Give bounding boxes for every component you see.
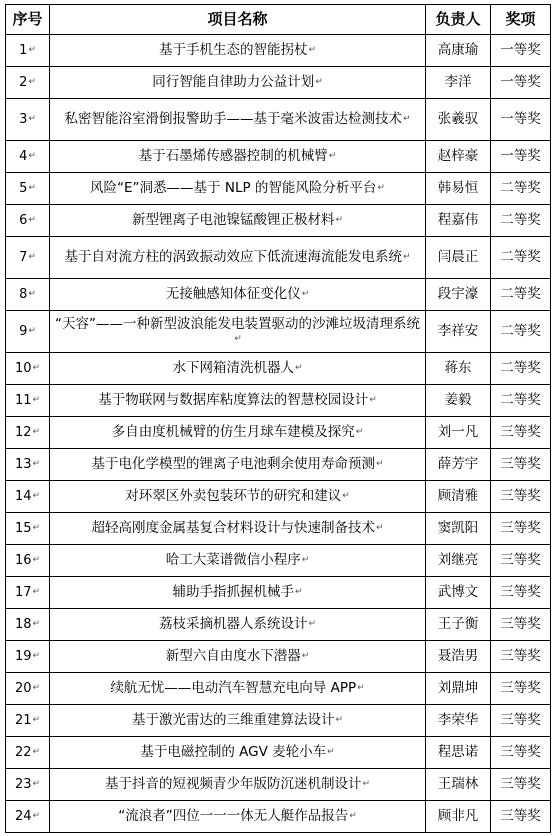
award-cell-text: 三等奖 <box>500 648 541 664</box>
owner-cell <box>426 801 491 833</box>
num-cell <box>6 417 50 449</box>
header-owner: 负责人 <box>426 5 491 35</box>
paragraph-mark: ↵ <box>402 252 411 262</box>
paragraph-mark: ↵ <box>32 619 41 629</box>
paragraph-mark: ↵ <box>301 289 310 299</box>
award-cell-text: 一等奖 <box>500 148 541 164</box>
award-cell <box>491 35 551 67</box>
project-name-cell <box>50 609 426 641</box>
owner-cell <box>426 481 491 513</box>
table-row <box>6 673 551 705</box>
award-cell <box>491 279 551 311</box>
table-row <box>6 205 551 237</box>
owner-cell-text: 王瑞林 <box>437 776 479 792</box>
owner-cell <box>426 279 491 311</box>
owner-cell <box>426 67 491 99</box>
num-cell <box>6 449 50 481</box>
owner-cell <box>426 545 491 577</box>
num-cell-text: 1 <box>19 43 28 58</box>
paragraph-mark: ↵ <box>375 459 384 469</box>
owner-cell <box>426 673 491 705</box>
paragraph-mark: ↵ <box>32 683 41 693</box>
table-row <box>6 545 551 577</box>
num-cell <box>6 801 50 833</box>
project-name-cell-text: 基于电化学模型的锂离子电池剩余使用寿命预测 <box>91 456 375 472</box>
award-cell <box>491 173 551 205</box>
award-cell <box>491 205 551 237</box>
project-name-cell-text: 基于自对流方柱的涡致振动效应下低流速海流能发电系统 <box>64 249 402 265</box>
owner-cell <box>426 173 491 205</box>
num-cell <box>6 35 50 67</box>
paragraph-mark: ↵ <box>32 459 41 469</box>
paragraph-mark: ↵ <box>357 683 365 693</box>
num-cell-text: 6 <box>19 213 28 228</box>
award-cell-text: 三等奖 <box>500 520 541 536</box>
num-cell-text: 11 <box>14 393 32 408</box>
paragraph-mark: ↵ <box>335 715 344 725</box>
project-name-cell <box>50 737 426 769</box>
owner-cell-text: 聂浩男 <box>437 648 479 664</box>
num-cell-text: 15 <box>14 521 32 536</box>
award-cell-text: 一等奖 <box>500 42 541 58</box>
award-cell <box>491 385 551 417</box>
table-row <box>6 99 551 141</box>
table-row <box>6 481 551 513</box>
project-name-cell <box>50 481 426 513</box>
paragraph-mark: ↵ <box>294 587 303 597</box>
owner-cell-text: 李荣华 <box>437 712 479 728</box>
owner-cell <box>426 385 491 417</box>
owner-cell <box>426 513 491 545</box>
paragraph-mark: ↵ <box>28 151 36 161</box>
paragraph-mark: ↵ <box>377 183 385 193</box>
paragraph-mark: ↵ <box>355 427 364 437</box>
award-cell-text: 三等奖 <box>500 712 541 728</box>
num-cell-text: 10 <box>14 361 32 376</box>
award-cell <box>491 417 551 449</box>
project-name-cell <box>50 35 426 67</box>
paragraph-mark: ↵ <box>28 183 36 193</box>
award-cell-text: 二等奖 <box>500 360 541 376</box>
header-name: 项目名称 <box>50 5 426 35</box>
paragraph-mark: ↵ <box>369 395 377 405</box>
project-name-cell <box>50 705 426 737</box>
num-cell <box>6 67 50 99</box>
award-cell <box>491 737 551 769</box>
project-name-cell <box>50 205 426 237</box>
award-cell <box>491 99 551 141</box>
num-cell-text: 7 <box>19 250 28 265</box>
award-cell-text: 二等奖 <box>500 286 541 302</box>
paragraph-mark: ↵ <box>335 215 344 225</box>
paragraph-mark: ↵ <box>301 555 310 565</box>
owner-cell-text: 王子衡 <box>437 616 479 632</box>
num-cell <box>6 385 50 417</box>
project-name-cell-text: 对环翠区外卖包装环节的研究和建议 <box>125 488 342 504</box>
paragraph-mark: ↵ <box>234 333 242 344</box>
owner-cell-text: 赵梓豪 <box>437 148 479 164</box>
table-row <box>6 609 551 641</box>
project-name-cell <box>50 801 426 833</box>
paragraph-mark: ↵ <box>32 363 41 373</box>
num-cell <box>6 173 50 205</box>
project-name-cell-text: 私密智能浴室滑倒报警助手——基于毫米波雷达检测技术 <box>64 111 402 127</box>
num-cell-text: 3 <box>19 112 28 127</box>
paragraph-mark: ↵ <box>375 523 384 533</box>
owner-cell-text: 蒋东 <box>444 360 472 376</box>
num-cell <box>6 545 50 577</box>
table-row <box>6 801 551 833</box>
num-cell <box>6 609 50 641</box>
project-name-cell-text: 新型六自由度水下潜器 <box>165 648 301 664</box>
table-row <box>6 237 551 279</box>
owner-cell-text: 刘继亮 <box>437 552 479 568</box>
owner-cell-text: 薛芳宇 <box>437 456 479 472</box>
num-cell-text: 12 <box>14 425 32 440</box>
paragraph-mark: ↵ <box>315 77 323 87</box>
owner-cell <box>426 141 491 173</box>
num-cell-text: 20 <box>14 681 32 696</box>
award-cell <box>491 513 551 545</box>
award-cell-text: 三等奖 <box>500 808 541 824</box>
paragraph-mark: ↵ <box>32 587 41 597</box>
owner-cell <box>426 311 491 353</box>
award-cell <box>491 801 551 833</box>
table-row <box>6 67 551 99</box>
num-cell-text: 18 <box>14 617 32 632</box>
project-name-cell <box>50 449 426 481</box>
owner-cell <box>426 99 491 141</box>
owner-cell <box>426 641 491 673</box>
award-cell-text: 三等奖 <box>500 488 541 504</box>
paragraph-mark: ↵ <box>308 45 317 55</box>
table-row <box>6 513 551 545</box>
paragraph-mark: ↵ <box>28 326 36 336</box>
num-cell <box>6 769 50 801</box>
award-cell-text: 三等奖 <box>500 744 541 760</box>
award-cell <box>491 353 551 385</box>
num-cell-text: 9 <box>19 324 28 339</box>
table-row <box>6 385 551 417</box>
project-name-cell-text: 基于手机生态的智能拐杖 <box>158 42 308 58</box>
num-cell-text: 24 <box>14 809 32 824</box>
paragraph-mark: ↵ <box>28 215 36 225</box>
owner-cell <box>426 705 491 737</box>
num-cell <box>6 641 50 673</box>
owner-cell-text: 武博文 <box>437 584 479 600</box>
owner-cell-text: 程思诺 <box>437 744 479 760</box>
award-cell-text: 三等奖 <box>500 680 541 696</box>
project-name-cell-text: “天容”——一种新型波浪能发电装置驱动的沙滩垃圾清理系统 <box>55 315 420 332</box>
award-cell <box>491 545 551 577</box>
paragraph-mark: ↵ <box>402 114 411 124</box>
project-name-cell <box>50 99 426 141</box>
paragraph-mark: ↵ <box>328 151 337 161</box>
num-cell-text: 19 <box>14 649 32 664</box>
num-cell-text: 8 <box>19 287 28 302</box>
award-cell-text: 三等奖 <box>500 616 541 632</box>
award-cell <box>491 769 551 801</box>
table-row <box>6 173 551 205</box>
owner-cell <box>426 769 491 801</box>
header-num: 序号 <box>6 5 50 35</box>
project-name-cell <box>50 577 426 609</box>
project-name-cell-text: 多自由度机械臂的仿生月球车建模及探究 <box>111 424 355 440</box>
owner-cell-text: 李祥安 <box>437 323 479 339</box>
project-name-cell <box>50 673 426 705</box>
project-name-cell-text: 基于电磁控制的 AGV 麦轮小车 <box>140 744 327 760</box>
num-cell-text: 22 <box>14 745 32 760</box>
project-name-cell-text: 水下网箱清洗机器人 <box>172 360 294 376</box>
table-row <box>6 353 551 385</box>
num-cell <box>6 279 50 311</box>
num-cell <box>6 237 50 279</box>
award-cell <box>491 705 551 737</box>
paragraph-mark: ↵ <box>362 779 371 789</box>
paragraph-mark: ↵ <box>349 811 357 821</box>
owner-cell <box>426 449 491 481</box>
owner-cell-text: 顾清雅 <box>437 488 479 504</box>
paragraph-mark: ↵ <box>32 779 41 789</box>
owner-cell <box>426 35 491 67</box>
owner-cell <box>426 417 491 449</box>
award-cell-text: 二等奖 <box>500 392 541 408</box>
paragraph-mark: ↵ <box>32 715 41 725</box>
project-name-cell-text: 风险“E”洞悉——基于 NLP 的智能风险分析平台 <box>90 180 377 196</box>
num-cell <box>6 311 50 353</box>
paragraph-mark: ↵ <box>342 491 350 501</box>
project-name-cell-text: “流浪者”四位一一一体无人艇作品报告 <box>118 808 349 824</box>
project-name-cell-text: 无接触感知体征变化仪 <box>165 286 301 302</box>
paragraph-mark: ↵ <box>28 114 36 124</box>
table-row <box>6 35 551 67</box>
award-cell-text: 一等奖 <box>500 74 541 90</box>
header-award: 奖项 <box>491 5 551 35</box>
paragraph-mark: ↵ <box>32 555 41 565</box>
num-cell <box>6 141 50 173</box>
award-cell-text: 三等奖 <box>500 776 541 792</box>
num-cell-text: 16 <box>14 553 32 568</box>
num-cell-text: 23 <box>14 777 32 792</box>
project-name-cell <box>50 641 426 673</box>
paragraph-mark: ↵ <box>308 619 317 629</box>
award-cell-text: 二等奖 <box>500 249 541 265</box>
paragraph-mark: ↵ <box>32 811 41 821</box>
num-cell-text: 2 <box>19 75 28 90</box>
owner-cell-text: 程嘉伟 <box>437 212 479 228</box>
project-name-cell <box>50 279 426 311</box>
table-row <box>6 769 551 801</box>
award-cell-text: 三等奖 <box>500 456 541 472</box>
num-cell <box>6 205 50 237</box>
paragraph-mark: ↵ <box>32 395 41 405</box>
paragraph-mark: ↵ <box>28 252 36 262</box>
paragraph-mark: ↵ <box>294 363 303 373</box>
awards-table <box>5 4 551 833</box>
project-name-cell-text: 哈工大菜谱微信小程序 <box>165 552 301 568</box>
owner-cell-text: 顾非凡 <box>437 808 479 824</box>
table-row <box>6 279 551 311</box>
table-row <box>6 705 551 737</box>
project-name-cell <box>50 353 426 385</box>
project-name-cell <box>50 417 426 449</box>
project-name-cell <box>50 173 426 205</box>
paragraph-mark: ↵ <box>32 491 41 501</box>
award-cell <box>491 311 551 353</box>
paragraph-mark: ↵ <box>32 651 41 661</box>
table-row <box>6 141 551 173</box>
num-cell-text: 14 <box>14 489 32 504</box>
award-cell-text: 一等奖 <box>500 111 541 127</box>
award-cell-text: 二等奖 <box>500 212 541 228</box>
table-row <box>6 311 551 353</box>
header-row <box>6 5 551 35</box>
owner-cell-text: 窦凯阳 <box>437 520 479 536</box>
table-row <box>6 417 551 449</box>
owner-cell <box>426 353 491 385</box>
num-cell-text: 17 <box>14 585 32 600</box>
num-cell <box>6 513 50 545</box>
owner-cell-text: 刘鼎坤 <box>437 680 479 696</box>
award-cell <box>491 141 551 173</box>
project-name-cell <box>50 513 426 545</box>
paragraph-mark: ↵ <box>301 651 310 661</box>
project-name-cell-text: 基于激光雷达的三维重建算法设计 <box>131 712 335 728</box>
num-cell <box>6 481 50 513</box>
table-row <box>6 641 551 673</box>
project-name-cell-text: 荔枝采摘机器人系统设计 <box>158 616 308 632</box>
award-cell <box>491 641 551 673</box>
num-cell-text: 5 <box>19 181 28 196</box>
award-cell <box>491 449 551 481</box>
owner-cell-text: 张羲驭 <box>437 111 479 127</box>
num-cell <box>6 737 50 769</box>
award-cell-text: 三等奖 <box>500 552 541 568</box>
num-cell-text: 13 <box>14 457 32 472</box>
project-name-cell <box>50 141 426 173</box>
award-cell <box>491 609 551 641</box>
award-cell <box>491 237 551 279</box>
project-name-cell-text: 新型锂离子电池镍锰酸锂正极材料 <box>131 212 335 228</box>
num-cell <box>6 673 50 705</box>
project-name-cell-text: 同行智能自律助力公益计划 <box>152 74 315 90</box>
table-row <box>6 737 551 769</box>
num-cell-text: 21 <box>14 713 32 728</box>
award-cell <box>491 481 551 513</box>
paragraph-mark: ↵ <box>28 289 36 299</box>
num-cell-text: 4 <box>19 149 28 164</box>
owner-cell-text: 高康瑜 <box>437 42 479 58</box>
project-name-cell <box>50 385 426 417</box>
project-name-cell-text: 基于物联网与数据库粘度算法的智慧校园设计 <box>98 392 369 408</box>
award-cell-text: 三等奖 <box>500 584 541 600</box>
owner-cell <box>426 737 491 769</box>
owner-cell-text: 闫晨正 <box>437 249 479 265</box>
award-cell-text: 三等奖 <box>500 424 541 440</box>
owner-cell <box>426 609 491 641</box>
project-name-cell <box>50 769 426 801</box>
paragraph-mark: ↵ <box>28 45 36 55</box>
project-name-cell-text: 基于抖音的短视频青少年版防沉迷机制设计 <box>104 776 362 792</box>
project-name-cell-text: 超轻高刚度金属基复合材料设计与快速制备技术 <box>91 520 375 536</box>
award-cell <box>491 673 551 705</box>
owner-cell-text: 姜毅 <box>444 392 472 408</box>
num-cell <box>6 353 50 385</box>
num-cell <box>6 705 50 737</box>
table-row <box>6 577 551 609</box>
award-cell-text: 二等奖 <box>500 323 541 339</box>
num-cell <box>6 577 50 609</box>
owner-cell <box>426 237 491 279</box>
project-name-cell-text: 续航无忧——电动汽车智慧充电向导 APP <box>110 680 357 696</box>
project-name-cell-text: 辅助手指抓握机械手 <box>172 584 294 600</box>
owner-cell <box>426 205 491 237</box>
owner-cell <box>426 577 491 609</box>
project-name-cell <box>50 237 426 279</box>
paragraph-mark: ↵ <box>327 747 335 757</box>
owner-cell-text: 韩易恒 <box>437 180 479 196</box>
award-cell-text: 二等奖 <box>500 180 541 196</box>
table-row <box>6 449 551 481</box>
project-name-cell <box>50 311 426 353</box>
owner-cell-text: 李洋 <box>444 74 472 90</box>
paragraph-mark: ↵ <box>32 747 41 757</box>
award-cell <box>491 67 551 99</box>
project-name-cell <box>50 545 426 577</box>
owner-cell-text: 段宇濠 <box>437 286 479 302</box>
award-cell <box>491 577 551 609</box>
paragraph-mark: ↵ <box>32 523 41 533</box>
paragraph-mark: ↵ <box>28 77 36 87</box>
project-name-cell-text: 基于石墨烯传感器控制的机械臂 <box>138 148 328 164</box>
project-name-cell <box>50 67 426 99</box>
paragraph-mark: ↵ <box>32 427 41 437</box>
num-cell <box>6 99 50 141</box>
owner-cell-text: 刘一凡 <box>437 424 479 440</box>
